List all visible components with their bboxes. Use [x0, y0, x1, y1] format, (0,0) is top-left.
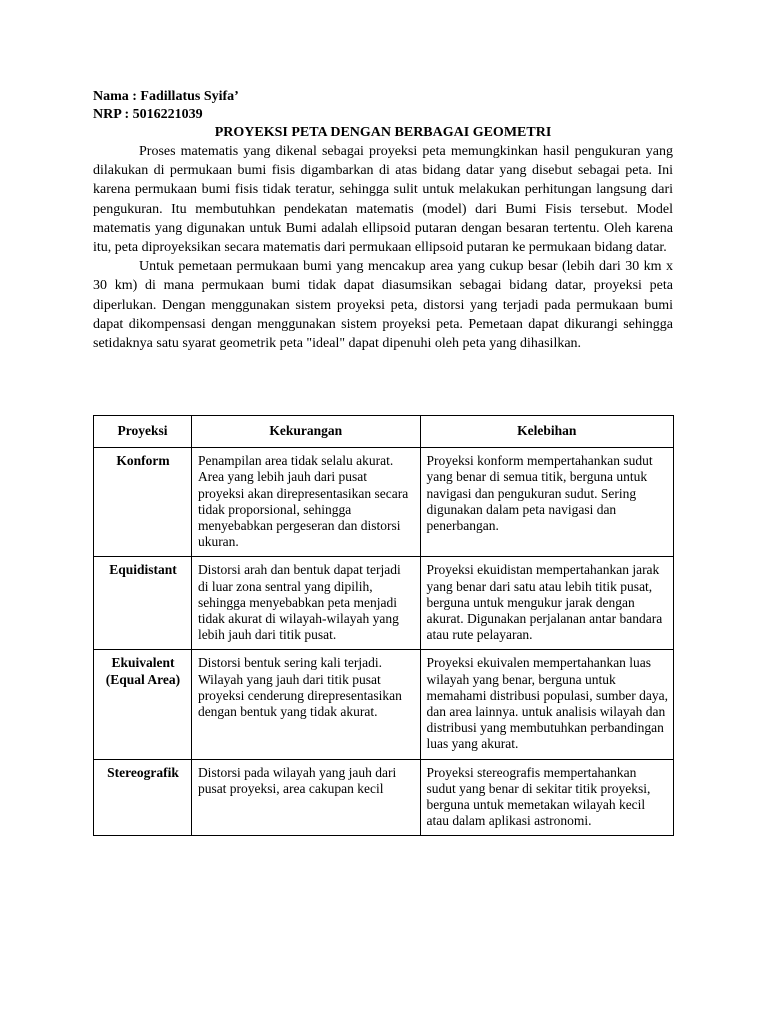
- projection-name: Equidistant: [94, 557, 192, 650]
- projection-name: Ekuivalent (Equal Area): [94, 650, 192, 759]
- kelebihan-cell: Proyeksi stereografis mempertahankan sudut yang benar di sekitar titik proyeksi, berguna untuk memetakan wilayah kecil atau dalam aplikasi astronomi.: [420, 759, 674, 836]
- projection-comparison-table: [93, 415, 674, 836]
- header-kekurangan: Kekurangan: [191, 416, 420, 448]
- header-kelebihan: Kelebihan: [420, 416, 674, 448]
- kekurangan-cell: Distorsi pada wilayah yang jauh dari pusat proyeksi, area cakupan kecil: [191, 759, 420, 836]
- kekurangan-cell: Penampilan area tidak selalu akurat. Area yang lebih jauh dari pusat proyeksi akan direpresentasikan secara tidak proporsional, sehingga menyebabkan pergeseran dan distorsi ukuran.: [191, 448, 420, 557]
- body-paragraph: Proses matematis yang dikenal sebagai proyeksi peta memungkinkan hasil pengukuran yang dilakukan di permukaan bumi fisis digambarkan di atas bidang datar yang disebut sebagai peta. Ini karena permukaan bumi fisis tidak teratur, sehingga sulit untuk melakukan perhitungan langsung dari pengukuran. Itu membutuhkan pendekatan matematis (model) dari Bumi Fisis tersebut. Model matematis yang digunakan untuk Bumi adalah ellipsoid putaran dengan besaran tertentu. Oleh karena itu, peta diproyeksikan secara matematis dari permukaan ellipsoid putaran ke permukaan bidang datar.: [93, 144, 673, 256]
- projection-name: Stereografik: [94, 759, 192, 836]
- author-name: Nama : Fadillatus Syifa’: [93, 89, 239, 104]
- kelebihan-cell: Proyeksi ekuivalen mempertahankan luas wilayah yang benar, berguna untuk memahami distribusi populasi, sumber daya, dan area lainnya. untuk analisis wilayah dan distribusi yang membutuhkan perbandingan luas yang akurat.: [420, 650, 674, 759]
- kekurangan-cell: Distorsi bentuk sering kali terjadi. Wilayah yang jauh dari titik pusat proyeksi cenderung direpresentasikan dengan bentuk yang tidak akurat.: [191, 650, 420, 759]
- table-row: [94, 650, 674, 759]
- kekurangan-cell: Distorsi arah dan bentuk dapat terjadi di luar zona sentral yang dipilih, sehingga menyebabkan peta menjadi tidak akurat di wilayah-wilayah yang lebih jauh dari titik pusat.: [191, 557, 420, 650]
- kelebihan-cell: Proyeksi konform mempertahankan sudut yang benar di semua titik, berguna untuk navigasi dan pengukuran sudut. Sering digunakan dalam peta navigasi dan penerbangan.: [420, 448, 674, 557]
- header-proyeksi: Proyeksi: [94, 416, 192, 448]
- kelebihan-cell: Proyeksi ekuidistan mempertahankan jarak yang benar dari satu atau lebih titik pusat, berguna untuk mengukur jarak dengan akurat. Digunakan perjalanan antar bandara atau rute pelayaran.: [420, 557, 674, 650]
- table-row: [94, 557, 674, 650]
- projection-name: Konform: [94, 448, 192, 557]
- document-title: PROYEKSI PETA DENGAN BERBAGAI GEOMETRI: [214, 125, 552, 140]
- table-row: [94, 759, 674, 836]
- document-page: [93, 88, 673, 353]
- body-paragraph: Untuk pemetaan permukaan bumi yang mencakup area yang cukup besar (lebih dari 30 km x 30 km) di mana permukaan bumi tidak dapat diasumsikan sebagai bidang datar, proyeksi peta diperlukan. Dengan menggunakan sistem proyeksi peta, distorsi yang terjadi pada permukaan bumi dapat dikompensasi dengan menggunakan sistem proyeksi peta. Pemetaan dapat dikurangi sehingga setidaknya satu syarat geometrik peta "ideal" dapat dipenuhi oleh peta yang dihasilkan.: [93, 259, 673, 352]
- student-nrp: NRP : 5016221039: [93, 107, 203, 122]
- table-row: [94, 448, 674, 557]
- table-header-row: [94, 416, 674, 448]
